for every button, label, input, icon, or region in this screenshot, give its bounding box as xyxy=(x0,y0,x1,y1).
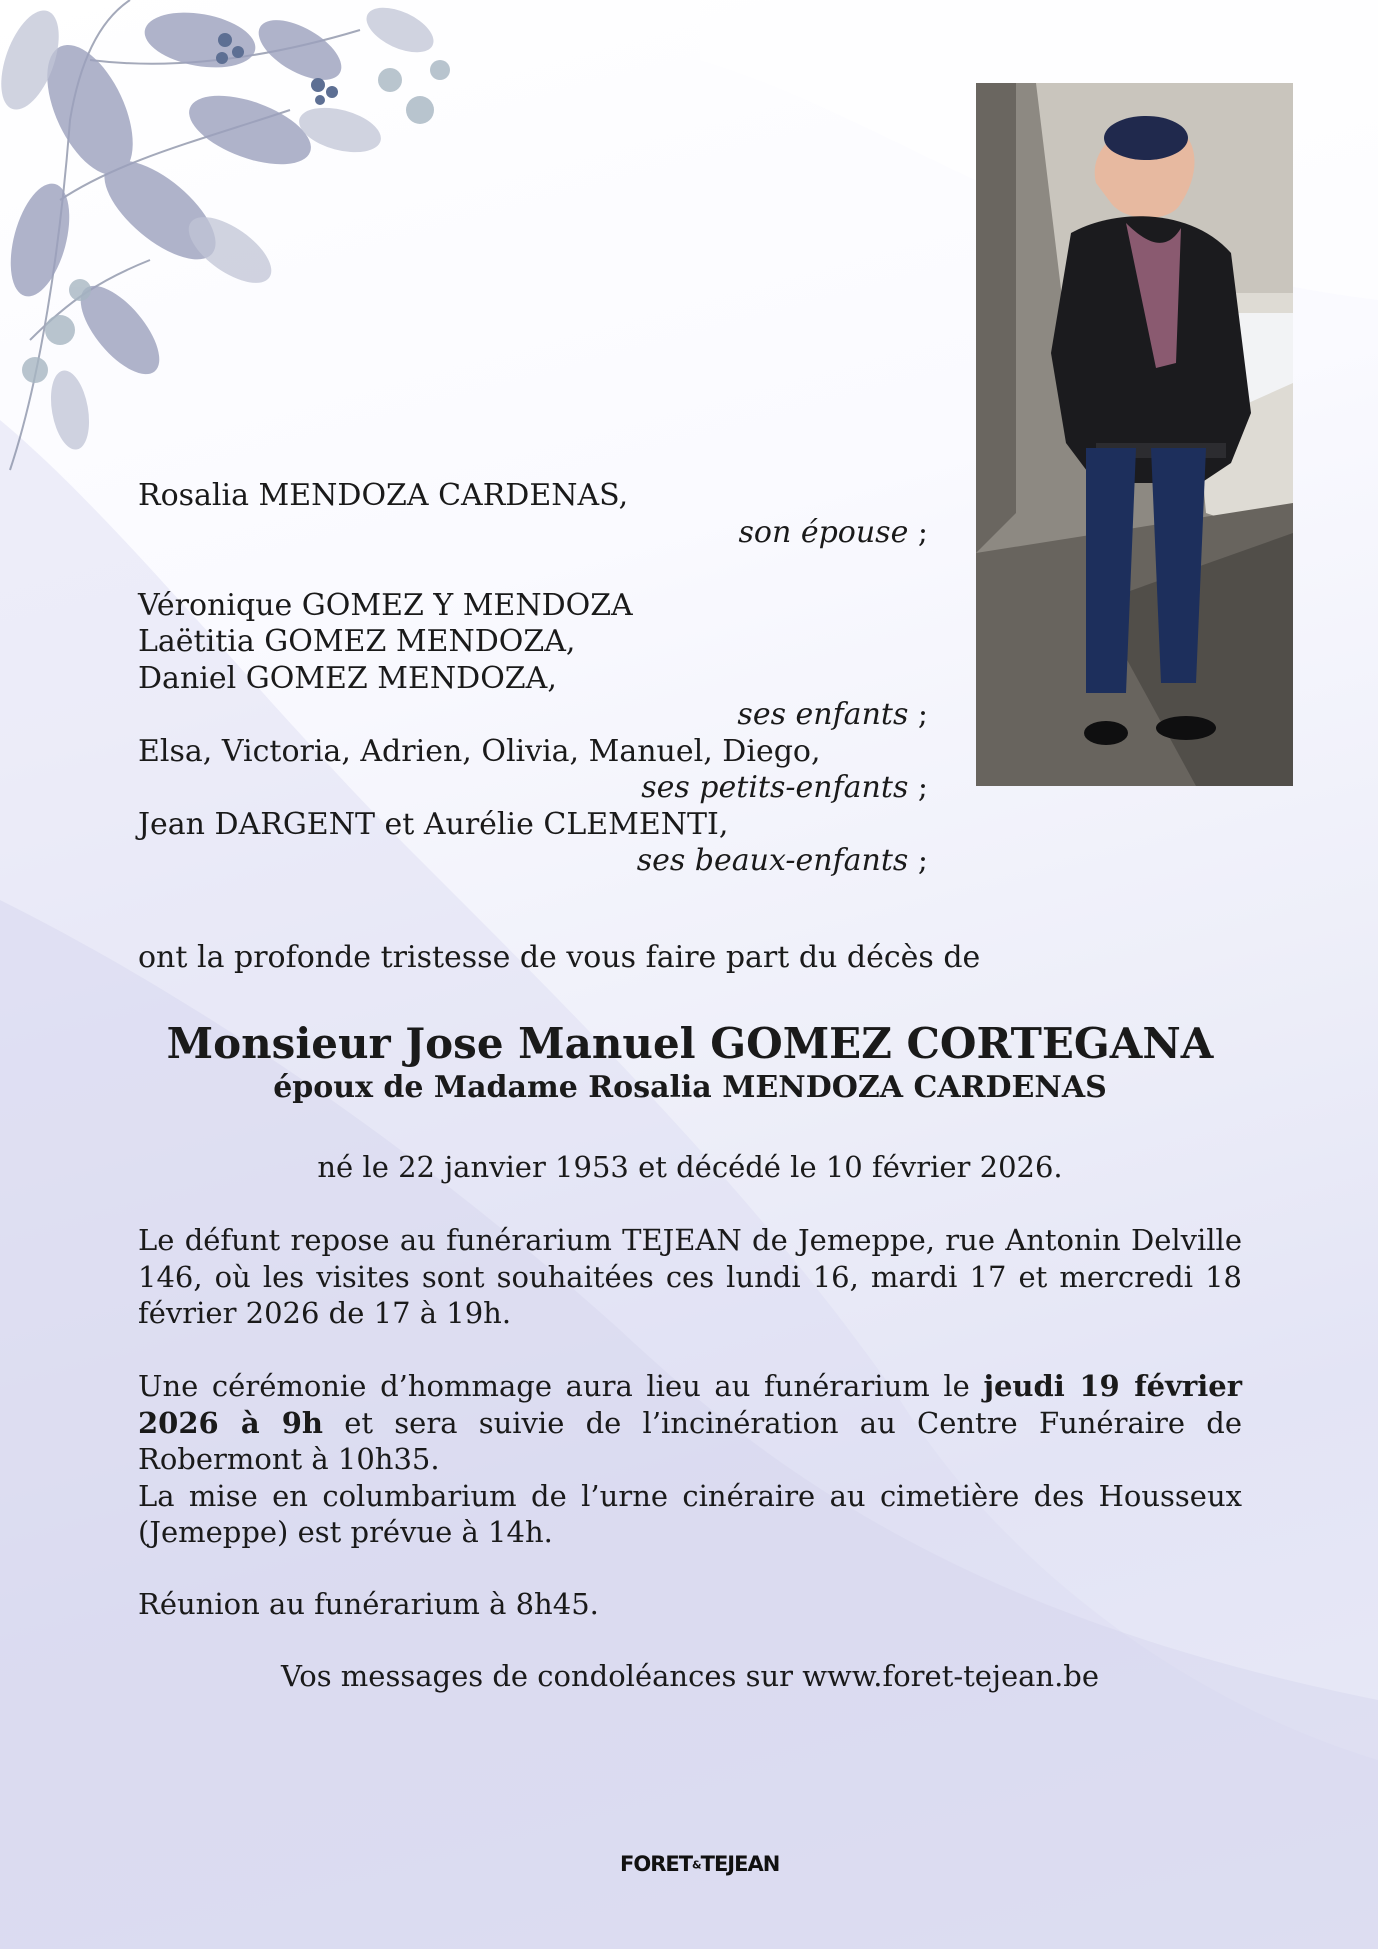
reunion-text: Réunion au funérarium à 8h45. xyxy=(138,1587,599,1621)
deceased-name: Monsieur Jose Manuel GOMEZ CORTEGANA xyxy=(166,1019,1214,1068)
deceased-block xyxy=(138,1018,1242,1106)
ceremony-paragraph: Une cérémonie d’hommage aura lieu au funérarium le jeudi 19 février 2026 à 9h et sera suivie de l’incinération au Centre Funéraire de Robermont à 10h35. La mise en columbarium de l’urne cinéraire au cimetière des Housseux (Jemeppe) est prévue à 14h. xyxy=(138,1369,1243,1549)
spouse-role: son épouse ; xyxy=(738,514,928,550)
deceased-spouse: époux de Madame Rosalia MENDOZA CARDENAS xyxy=(273,1070,1107,1105)
spouse-name: Rosalia MENDOZA CARDENAS, xyxy=(138,478,629,513)
columbarium-text: La mise en columbarium de l’urne cinéraire au cimetière des Housseux (Jemeppe) est prévue à 14h. xyxy=(138,1478,1242,1549)
in-laws-role: ses beaux-enfants ; xyxy=(636,843,928,878)
ceremony-date: jeudi 19 février 2026 à 9h xyxy=(138,1369,1243,1440)
in-laws-names: Jean DARGENT et Aurélie CLEMENTI, xyxy=(138,806,729,842)
child-name: Daniel GOMEZ MENDOZA, xyxy=(138,660,557,696)
condolences-text: Vos messages de condoléances sur www.foret-tejean.be xyxy=(280,1659,1100,1693)
leaf-decoration xyxy=(0,0,560,480)
grandchildren-names: Elsa, Victoria, Adrien, Olivia, Manuel, Diego, xyxy=(138,733,821,769)
children-role: ses enfants ; xyxy=(737,697,928,732)
life-dates: né le 22 janvier 1953 et décédé le 10 février 2026. xyxy=(317,1150,1063,1184)
portrait-photo xyxy=(976,83,1293,786)
family-list xyxy=(138,478,928,880)
grandchildren-role: ses petits-enfants ; xyxy=(641,770,928,805)
child-name: Laëtitia GOMEZ MENDOZA, xyxy=(138,624,576,659)
intro-text: ont la profonde tristesse de vous faire part du décès de xyxy=(138,940,981,975)
child-name: Véronique GOMEZ Y MENDOZA xyxy=(138,587,633,623)
repose-paragraph: Le défunt repose au funérarium TEJEAN de Jemeppe, rue Antonin Delville 146, où les visites sont souhaitées ces lundi 16, mardi 17 et mercredi 18 février 2026 de 17 à 19h. xyxy=(138,1223,1242,1330)
funeral-home-logo: FORET&TEJEAN xyxy=(620,1852,780,1876)
